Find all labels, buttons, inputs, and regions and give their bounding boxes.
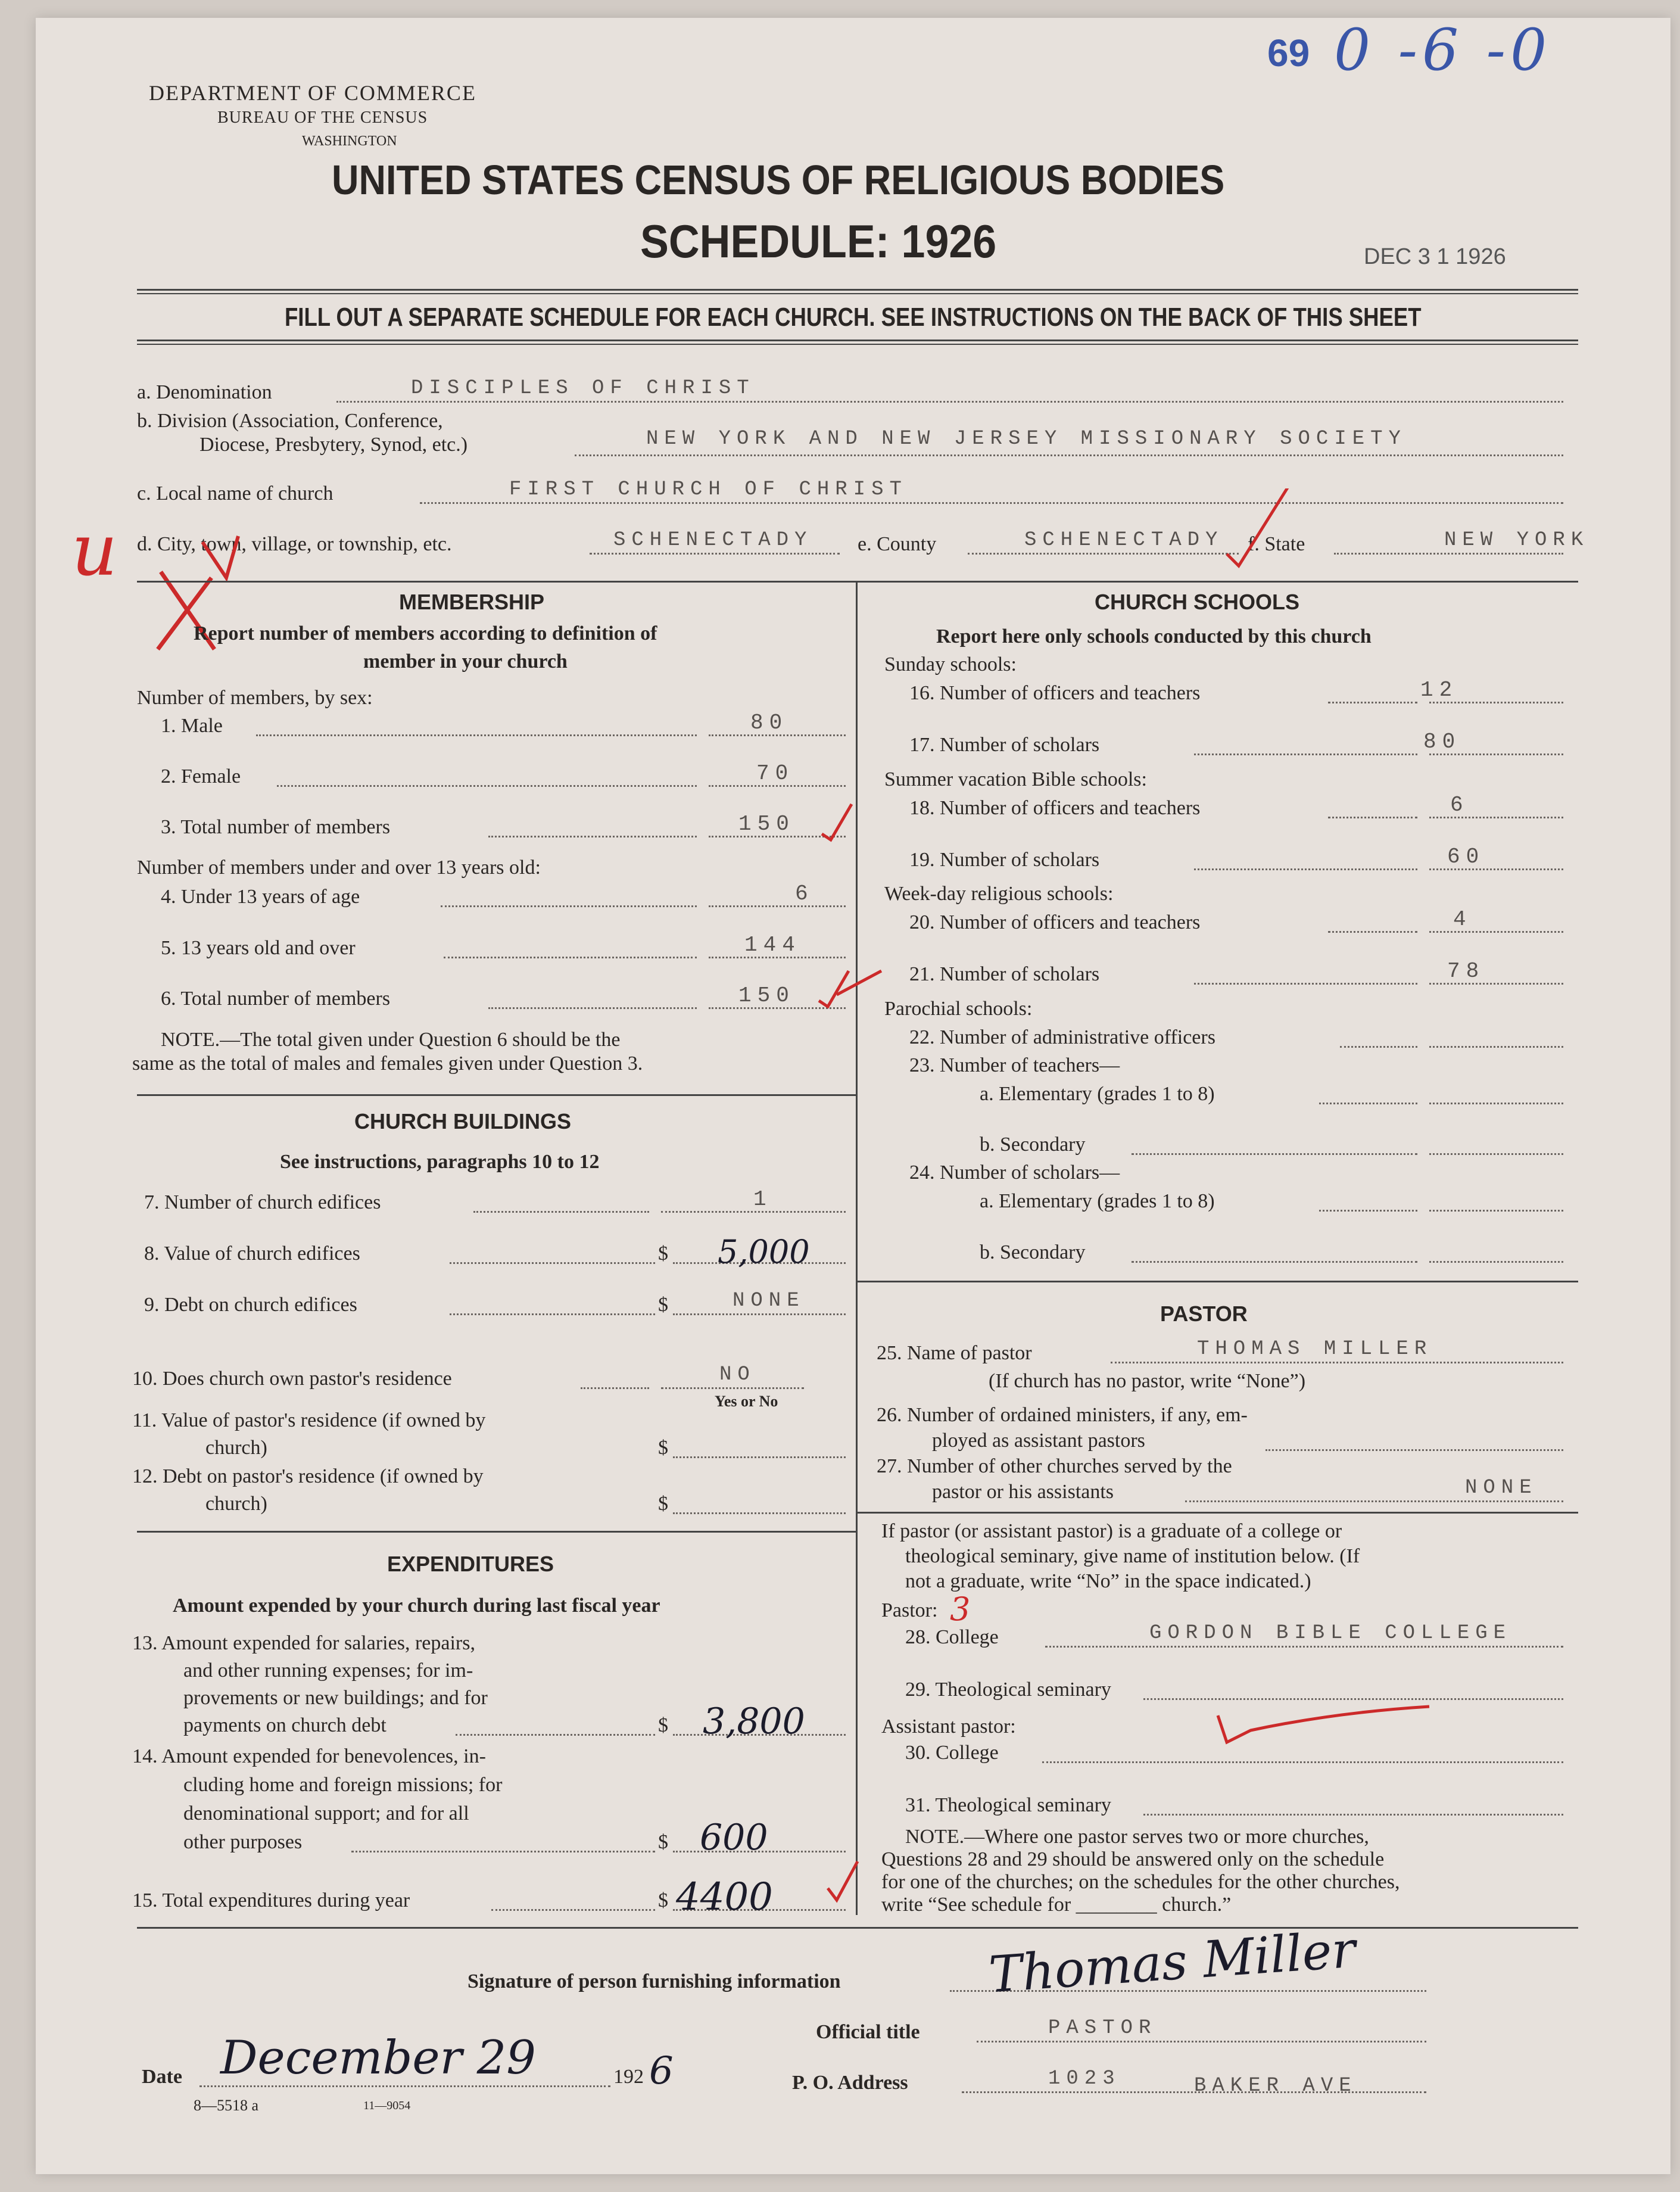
check-mark-icon bbox=[822, 804, 852, 840]
q15-check-mark bbox=[822, 1858, 869, 1918]
q4-label: 4. Under 13 years of age bbox=[161, 886, 360, 908]
schools-heading: CHURCH SCHOOLS bbox=[1095, 590, 1300, 614]
margin-mark: u bbox=[71, 509, 118, 592]
check-mark-icon bbox=[202, 536, 238, 578]
q12-label-line2: church) bbox=[205, 1493, 267, 1515]
q14-label-line3: denominational support; and for all bbox=[183, 1802, 469, 1824]
q4-value[interactable]: 6 bbox=[795, 882, 814, 906]
buildings-heading: CHURCH BUILDINGS bbox=[354, 1109, 571, 1134]
graduate-note-line3: not a graduate, write “No” in the space indicated.) bbox=[905, 1570, 1311, 1592]
check-mark-icon bbox=[819, 971, 881, 1007]
q16-label: 16. Number of officers and teachers bbox=[909, 682, 1201, 704]
division-label-line2: Diocese, Presbytery, Synod, etc.) bbox=[200, 434, 468, 456]
city-name: WASHINGTON bbox=[302, 133, 397, 149]
q24a-label: a. Elementary (grades 1 to 8) bbox=[980, 1190, 1215, 1212]
q14-value[interactable]: 600 bbox=[700, 1817, 768, 1858]
q29-label: 29. Theological seminary bbox=[905, 1679, 1111, 1701]
q6-value[interactable]: 150 bbox=[738, 983, 795, 1008]
q23a-label: a. Elementary (grades 1 to 8) bbox=[980, 1083, 1215, 1105]
q27-value[interactable]: NONE bbox=[1465, 1477, 1538, 1499]
po-address-label: P. O. Address bbox=[792, 2072, 908, 2094]
q13-dollar: $ bbox=[658, 1714, 668, 1736]
q1-value[interactable]: 80 bbox=[750, 711, 788, 735]
q14-label-line4: other purposes bbox=[183, 1831, 303, 1853]
q18-value[interactable]: 6 bbox=[1450, 793, 1469, 817]
q26-label-line2: ployed as assistant pastors bbox=[932, 1430, 1145, 1452]
q11-dollar: $ bbox=[658, 1437, 668, 1459]
q27-label-line2: pastor or his assistants bbox=[932, 1481, 1114, 1503]
q1-label: 1. Male bbox=[161, 715, 223, 737]
members-by-age: Number of members under and over 13 years old: bbox=[137, 857, 541, 879]
bureau-name: BUREAU OF THE CENSUS bbox=[217, 108, 428, 127]
department-name: DEPARTMENT OF COMMERCE bbox=[149, 81, 476, 105]
church-name-label: c. Local name of church bbox=[137, 482, 333, 505]
q21-value[interactable]: 78 bbox=[1447, 959, 1485, 983]
q3-label: 3. Total number of members bbox=[161, 816, 391, 838]
parochial-schools-label: Parochial schools: bbox=[884, 998, 1033, 1020]
q2-value[interactable]: 70 bbox=[756, 761, 794, 786]
q13-value[interactable]: 3,800 bbox=[703, 1701, 805, 1742]
pastor-note-line2: Questions 28 and 29 should be answered only on the schedule bbox=[881, 1848, 1385, 1870]
expenditures-sub: Amount expended by your church during last fiscal year bbox=[173, 1595, 660, 1617]
q17-label: 17. Number of scholars bbox=[909, 734, 1100, 756]
q13-label-line4: payments on church debt bbox=[183, 1714, 387, 1736]
q13-label-line3: provements or new buildings; and for bbox=[183, 1687, 488, 1709]
q24b-label: b. Secondary bbox=[980, 1241, 1086, 1263]
q15-dollar: $ bbox=[658, 1889, 668, 1911]
state-value[interactable]: NEW YORK bbox=[1444, 529, 1589, 552]
sunday-schools-label: Sunday schools: bbox=[884, 653, 1017, 675]
pastor-note-line1: NOTE.—Where one pastor serves two or more churches, bbox=[905, 1826, 1369, 1848]
q28-value[interactable]: GORDON BIBLE COLLEGE bbox=[1149, 1622, 1512, 1645]
form-number: 8—5518 a bbox=[194, 2097, 259, 2114]
q18-label: 18. Number of officers and teachers bbox=[909, 797, 1201, 819]
graduate-note-line1: If pastor (or assistant pastor) is a graduate of a college or bbox=[881, 1520, 1342, 1542]
membership-note-2: same as the total of males and females given under Question 3. bbox=[132, 1053, 643, 1075]
signature-value[interactable]: Thomas Miller bbox=[987, 1920, 1358, 2004]
city-label: d. City, town, village, or township, etc. bbox=[137, 533, 452, 555]
q5-value[interactable]: 144 bbox=[744, 933, 801, 957]
q16-value[interactable]: 12 bbox=[1420, 678, 1458, 702]
summer-schools-label: Summer vacation Bible schools: bbox=[884, 768, 1147, 790]
instruction-banner: FILL OUT A SEPARATE SCHEDULE FOR EACH CHURCH. SEE INSTRUCTIONS ON THE BACK OF THIS SHEET bbox=[285, 303, 1422, 332]
membership-check-marks bbox=[816, 798, 905, 1025]
q14-dollar: $ bbox=[658, 1831, 668, 1853]
q9-dollar: $ bbox=[658, 1294, 668, 1316]
q15-value[interactable]: 4400 bbox=[676, 1875, 773, 1919]
q15-label: 15. Total expenditures during year bbox=[132, 1889, 410, 1911]
q19-value[interactable]: 60 bbox=[1447, 845, 1485, 869]
schools-sub: Report here only schools conducted by this church bbox=[936, 625, 1372, 647]
signature-label: Signature of person furnishing information bbox=[467, 1970, 841, 1992]
denomination-label: a. Denomination bbox=[137, 381, 272, 403]
q7-value[interactable]: 1 bbox=[753, 1187, 772, 1212]
division-value[interactable]: NEW YORK AND NEW JERSEY MISSIONARY SOCIETY bbox=[646, 428, 1407, 450]
county-label: e. County bbox=[858, 533, 937, 555]
q30-red-mark bbox=[1215, 1701, 1441, 1754]
membership-sub2: member in your church bbox=[363, 650, 568, 672]
q6-label: 6. Total number of members bbox=[161, 988, 391, 1010]
check-mark-icon bbox=[828, 1861, 858, 1900]
church-name-value[interactable]: FIRST CHURCH OF CHRIST bbox=[509, 478, 908, 501]
q3-value[interactable]: 150 bbox=[738, 812, 795, 836]
q9-label: 9. Debt on church edifices bbox=[144, 1294, 357, 1316]
date-label: Date bbox=[142, 2066, 182, 2088]
membership-heading: MEMBERSHIP bbox=[399, 590, 545, 614]
yes-no-hint: Yes or No bbox=[715, 1393, 778, 1410]
q12-label-line1: 12. Debt on pastor's residence (if owned by bbox=[132, 1465, 484, 1487]
city-value[interactable]: SCHENECTADY bbox=[613, 529, 813, 552]
print-number: 11—9054 bbox=[363, 2099, 411, 2112]
q8-label: 8. Value of church edifices bbox=[144, 1243, 360, 1265]
pastor-label: Pastor: bbox=[881, 1599, 938, 1621]
membership-note-1: NOTE.—The total given under Question 6 should be the bbox=[161, 1029, 621, 1051]
schedule-year: SCHEDULE: 1926 bbox=[640, 215, 997, 267]
q7-label: 7. Number of church edifices bbox=[144, 1191, 381, 1213]
q24-label: 24. Number of scholars— bbox=[909, 1162, 1120, 1184]
q14-label-line2: cluding home and foreign missions; for bbox=[183, 1774, 503, 1796]
expenditures-heading: EXPENDITURES bbox=[387, 1552, 554, 1576]
denomination-value[interactable]: DISCIPLES OF CHRIST bbox=[411, 377, 755, 400]
pastor-note-line4: write “See schedule for ________ church.” bbox=[881, 1894, 1232, 1916]
q2-label: 2. Female bbox=[161, 765, 241, 787]
membership-sub1: Report number of members according to definition of bbox=[194, 622, 657, 644]
q11-label-line2: church) bbox=[205, 1437, 267, 1459]
graduate-note-line2: theological seminary, give name of institution below. (If bbox=[905, 1545, 1360, 1567]
q23-label: 23. Number of teachers— bbox=[909, 1054, 1120, 1076]
q23b-label: b. Secondary bbox=[980, 1134, 1086, 1156]
check-mark-icon bbox=[1218, 1707, 1429, 1742]
po-address-street[interactable]: BAKER AVE bbox=[1194, 2075, 1357, 2097]
year-prefix: 192 bbox=[613, 2066, 644, 2088]
q25-label: 25. Name of pastor bbox=[877, 1342, 1032, 1364]
official-title-value[interactable]: PASTOR bbox=[1048, 2017, 1157, 2040]
po-address-number[interactable]: 1023 bbox=[1048, 2068, 1121, 2090]
received-date-stamp: DEC 3 1 1926 bbox=[1364, 244, 1506, 269]
year-digit[interactable]: 6 bbox=[649, 2049, 674, 2093]
q25-value[interactable]: THOMAS MILLER bbox=[1197, 1338, 1433, 1360]
q13-label-line2: and other running expenses; for im- bbox=[183, 1659, 473, 1682]
q31-label: 31. Theological seminary bbox=[905, 1794, 1111, 1816]
q14-label-line1: 14. Amount expended for benevolences, in- bbox=[132, 1745, 486, 1767]
form-title: UNITED STATES CENSUS OF RELIGIOUS BODIES bbox=[332, 157, 1225, 203]
date-value[interactable]: December 29 bbox=[220, 2031, 536, 2085]
q20-label: 20. Number of officers and teachers bbox=[909, 911, 1201, 933]
weekday-schools-label: Week-day religious schools: bbox=[884, 883, 1114, 905]
q12-dollar: $ bbox=[658, 1493, 668, 1515]
q13-label-line1: 13. Amount expended for salaries, repairs, bbox=[132, 1632, 475, 1654]
q22-label: 22. Number of administrative officers bbox=[909, 1026, 1215, 1048]
q25-note: (If church has no pastor, write “None”) bbox=[989, 1370, 1306, 1392]
handwritten-file-code: 0 -6 -0 bbox=[1334, 17, 1552, 83]
check-mark-icon bbox=[1227, 488, 1298, 566]
q26-label-line1: 26. Number of ordained ministers, if any, em- bbox=[877, 1404, 1248, 1426]
state-label: f. State bbox=[1248, 533, 1305, 555]
q21-label: 21. Number of scholars bbox=[909, 963, 1100, 985]
q17-value[interactable]: 80 bbox=[1423, 730, 1461, 754]
members-by-sex: Number of members, by sex: bbox=[137, 687, 373, 709]
q8-dollar: $ bbox=[658, 1243, 668, 1265]
q10-label: 10. Does church own pastor's residence bbox=[132, 1368, 452, 1390]
pastor-red-mark: 3 bbox=[950, 1590, 971, 1628]
file-number: 69 bbox=[1267, 32, 1310, 74]
q10-value[interactable]: NO bbox=[719, 1363, 756, 1386]
q19-label: 19. Number of scholars bbox=[909, 849, 1100, 871]
division-label-line1: b. Division (Association, Conference, bbox=[137, 410, 443, 432]
q30-label: 30. College bbox=[905, 1742, 999, 1764]
q27-label-line1: 27. Number of other churches served by the bbox=[877, 1455, 1232, 1477]
pastor-heading: PASTOR bbox=[1160, 1302, 1248, 1326]
assistant-pastor-label: Assistant pastor: bbox=[881, 1715, 1016, 1738]
buildings-sub: See instructions, paragraphs 10 to 12 bbox=[280, 1151, 600, 1173]
official-title-label: Official title bbox=[816, 2021, 920, 2043]
q28-label: 28. College bbox=[905, 1626, 999, 1648]
q8-value[interactable]: 5,000 bbox=[718, 1233, 810, 1271]
q9-value[interactable]: NONE bbox=[733, 1290, 805, 1312]
county-value[interactable]: SCHENECTADY bbox=[1024, 529, 1224, 552]
pastor-note-line3: for one of the churches; on the schedules for the other churches, bbox=[881, 1871, 1400, 1893]
q11-label-line1: 11. Value of pastor's residence (if owned by bbox=[132, 1409, 486, 1431]
q20-value[interactable]: 4 bbox=[1453, 907, 1472, 932]
q5-label: 5. 13 years old and over bbox=[161, 937, 356, 959]
